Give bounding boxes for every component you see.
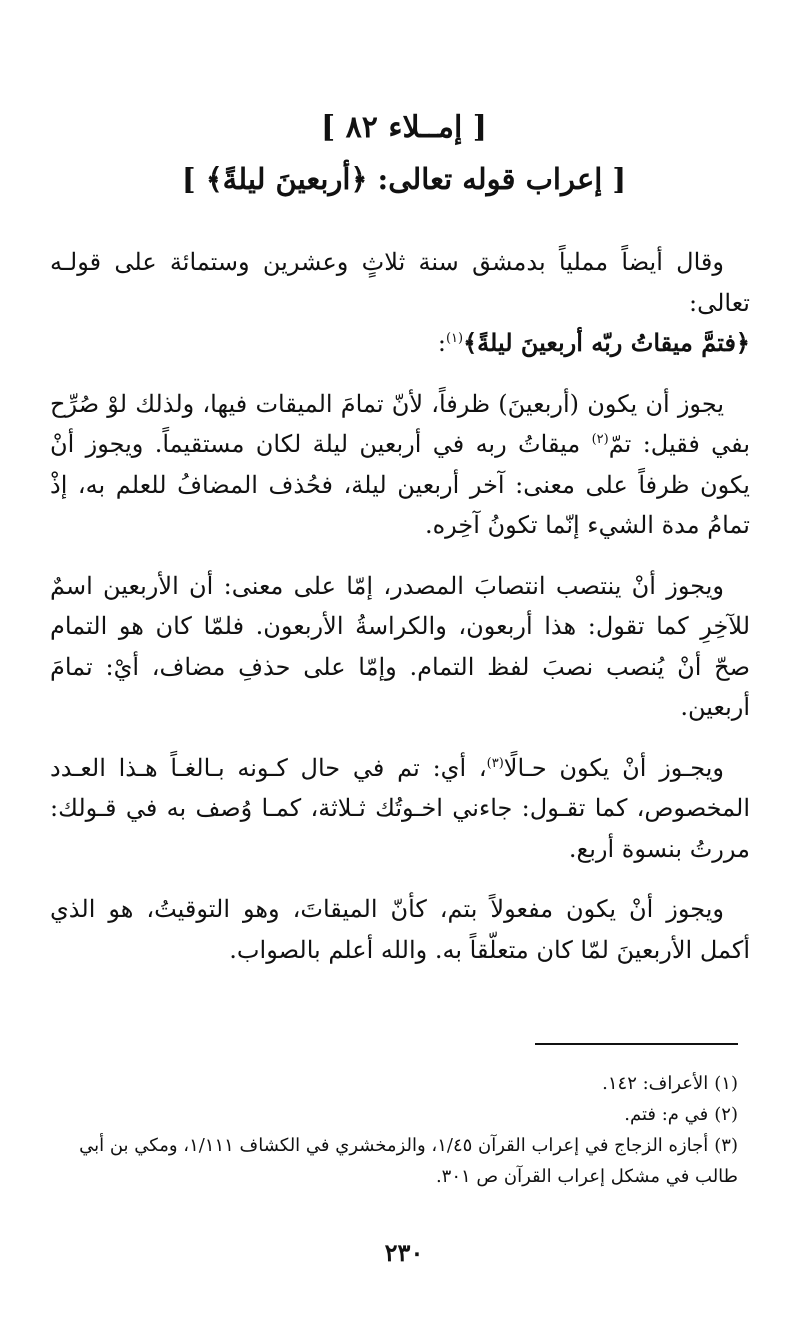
footnote-3 [50, 1130, 738, 1192]
section-subtitle: [ إعراب قوله تعالى: ﴿أربعينَ ليلةً﴾ ] [181, 162, 627, 196]
intro-text: وقال أيضاً مملياً بدمشق سنة ثلاثٍ وعشرين وستمائة على قولـه تعالى: [50, 248, 750, 317]
paragraph-3-text-b: ، أي: تم في حال كـونه بـالغـاً هـذا العـدد المخصوص، كما تقـول: جاءني اخـوتُك ثـلاثة، كمـا وُصف به في قـولك: مررتُ بنسوة أربع. [50, 753, 750, 863]
paragraph-1-text-b: ميقاتُ ربه في أربعين ليلة لكان مستقيماً. ويجوز أنْ يكون ظرفاً على معنى: آخر أربعين ليلة، فحُذف المضافُ للعلم به، إذْ تمامُ مدة الشيء إنّما تكونُ آخِره. [50, 430, 750, 539]
paragraph-2: ويجوز أنْ ينتصب انتصابَ المصدر، إمّا على معنى: أن الأربعين اسمٌ للآخِرِ كما تقول: هذا أربعون، والكراسةُ الأربعون. فلمّا كان هو التمام صحّ أنْ يُنصب نصبَ لفظ التمام. وإمّا على حذفِ مضاف، أيْ: تمامَ أربعين. [50, 571, 751, 721]
paragraph-4: ويجوز أنْ يكون مفعولاً بتم، كأنّ الميقاتَ، وهو التوقيتُ، هو الذي أكمل الأربعينَ لمّا كان متعلّقاً به. والله أعلم بالصواب. [50, 895, 750, 964]
footnote-text: أجازه الزجاج في إعراب القرآن ١/٤٥، والزمخشري في الكشاف ١/١١١، ومكي بن أبي طالب في مشكل إعراب القرآن ص ٣٠١. [79, 1135, 738, 1187]
footnote-1 [50, 1068, 738, 1099]
paragraph-3-text-a: ويجـوز أنْ يكون حـالًا [503, 753, 724, 782]
intro-paragraph [50, 242, 750, 364]
footnote-ref-2: (٢) [591, 432, 609, 447]
quran-verse: ﴿فتمَّ ميقاتُ ربّه أربعينَ ليلةً﴾ [463, 328, 750, 357]
verse-colon: : [437, 329, 446, 357]
body-text [50, 242, 750, 990]
footnote-text: الأعراف: ١٤٢. [602, 1073, 709, 1094]
paragraph-1 [50, 384, 750, 546]
page-number: ٢٣٠ [384, 1238, 424, 1267]
footnote-ref-3: (٣) [486, 755, 504, 771]
footnotes [50, 1068, 738, 1192]
footnote-number: (٣) [714, 1135, 738, 1156]
footnote-2 [50, 1099, 738, 1130]
paragraph-1-text-a: يجوز أن يكون (أربعينَ) ظرفاً، لأنّ تمامَ الميقات فيها، ولذلك لوْ صُرِّح بفي فقيل: تمّ [50, 389, 750, 458]
footnote-text: في م: فتم. [624, 1104, 709, 1125]
footnote-ref-1: (١) [445, 331, 464, 346]
paragraph-3 [50, 748, 750, 870]
footnote-number: (٢) [714, 1104, 738, 1125]
section-title: [ إمــلاء ٨٢ ] [321, 110, 487, 145]
footnote-divider [535, 1043, 738, 1045]
footnote-number: (١) [714, 1073, 738, 1094]
